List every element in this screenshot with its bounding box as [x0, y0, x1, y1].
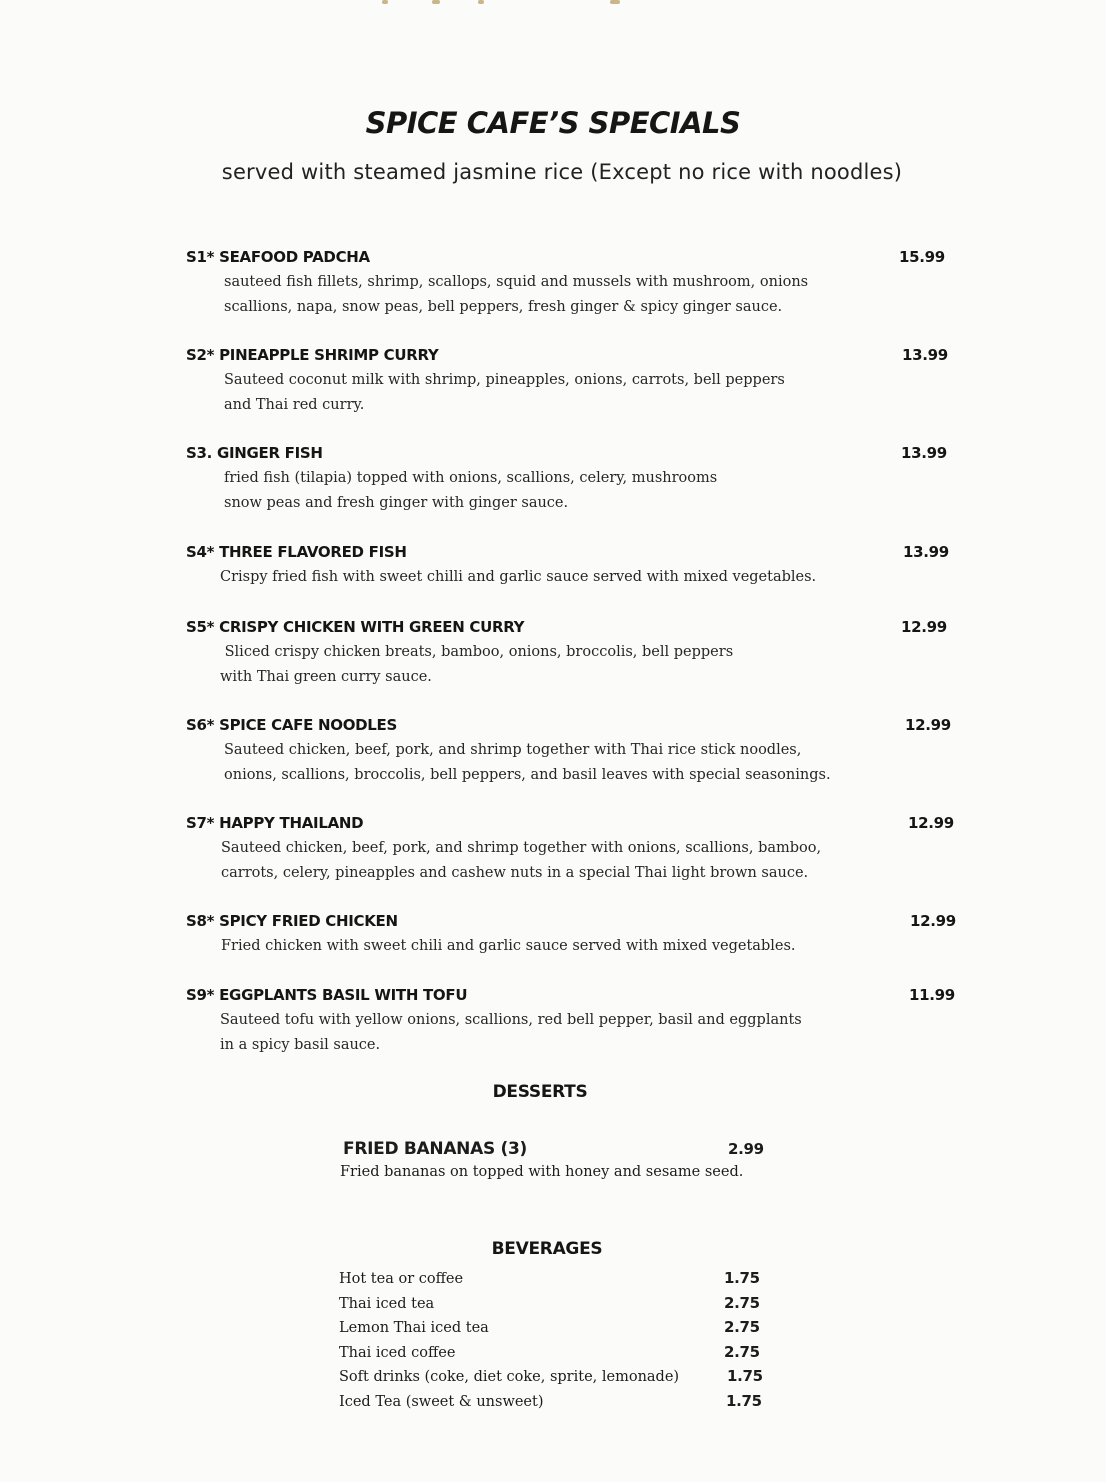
- description-line: onions, scallions, broccolis, bell peppers, and basil leaves with special seasonings.: [224, 767, 831, 783]
- beverage-row: [339, 1291, 779, 1316]
- page-subtitle: served with steamed jasmine rice (Except no rice with noodles): [221, 160, 903, 184]
- beverage-name: Thai iced coffee: [339, 1344, 456, 1361]
- description-line: and Thai red curry.: [224, 397, 365, 413]
- description-line: fried fish (tilapia) topped with onions, scallions, celery, mushrooms: [224, 470, 718, 486]
- item-price: 15.99: [899, 248, 945, 266]
- description-line: snow peas and fresh ginger with ginger sauce.: [224, 495, 569, 511]
- description-line: scallions, napa, snow peas, bell peppers, fresh ginger & spicy ginger sauce.: [224, 299, 783, 315]
- menu-item: [186, 714, 966, 788]
- item-description: [224, 466, 966, 516]
- dessert-price: 2.99: [728, 1140, 764, 1158]
- beverage-name: Iced Tea (sweet & unsweet): [339, 1393, 544, 1410]
- dessert-name: FRIED BANANAS (3): [343, 1139, 527, 1159]
- item-description: [224, 368, 966, 418]
- beverages-heading: BEVERAGES: [491, 1239, 603, 1259]
- beverage-row: [339, 1315, 779, 1340]
- beverage-price: 1.75: [726, 1391, 762, 1410]
- item-description: [220, 565, 966, 590]
- item-description: [220, 640, 966, 690]
- item-price: 12.99: [901, 618, 947, 636]
- description-line: Crispy fried fish with sweet chilli and garlic sauce served with mixed vegetables.: [220, 569, 817, 585]
- item-name: S7* HAPPY THAILAND: [186, 814, 364, 832]
- description-line: Sauteed coconut milk with shrimp, pineapples, onions, carrots, bell peppers: [224, 372, 785, 388]
- item-description: [221, 836, 966, 886]
- item-name: S4* THREE FLAVORED FISH: [186, 543, 407, 561]
- item-price: 11.99: [909, 986, 955, 1004]
- beverage-row: [339, 1364, 779, 1389]
- description-line: carrots, celery, pineapples and cashew nuts in a special Thai light brown sauce.: [221, 865, 809, 881]
- item-description: [220, 1008, 966, 1058]
- item-name: S2* PINEAPPLE SHRIMP CURRY: [186, 346, 439, 364]
- beverage-price: 2.75: [724, 1342, 760, 1361]
- description-line: Sauteed tofu with yellow onions, scallions, red bell pepper, basil and eggplants: [220, 1012, 802, 1028]
- item-price: 12.99: [908, 814, 954, 832]
- description-line: Fried chicken with sweet chili and garlic sauce served with mixed vegetables.: [221, 938, 796, 954]
- description-line: Sauteed chicken, beef, pork, and shrimp together with onions, scallions, bamboo,: [221, 840, 822, 856]
- beverage-price: 1.75: [724, 1269, 760, 1287]
- beverage-price: 1.75: [727, 1367, 763, 1386]
- menu-item: [186, 344, 966, 418]
- item-description: [221, 934, 966, 959]
- description-line: with Thai green curry sauce.: [220, 669, 432, 685]
- item-name: S1* SEAFOOD PADCHA: [186, 248, 370, 266]
- beverage-row: [339, 1389, 779, 1414]
- item-name: S9* EGGPLANTS BASIL WITH TOFU: [186, 986, 468, 1004]
- beverage-name: Soft drinks (coke, diet coke, sprite, lemonade): [339, 1369, 680, 1386]
- menu-item: [186, 442, 966, 516]
- menu-item: [186, 541, 966, 590]
- item-price: 13.99: [903, 543, 949, 561]
- desserts-heading: DESSERTS: [492, 1082, 588, 1102]
- page-title: SPICE CAFE’S SPECIALS: [365, 106, 741, 140]
- beverage-name: Lemon Thai iced tea: [339, 1320, 489, 1337]
- item-name: S8* SPICY FRIED CHICKEN: [186, 912, 398, 930]
- beverage-price: 2.75: [724, 1293, 760, 1312]
- description-line: Sauteed chicken, beef, pork, and shrimp together with Thai rice stick noodles,: [224, 742, 802, 758]
- menu-item: [186, 246, 966, 320]
- menu-item: [186, 984, 966, 1058]
- item-name: S5* CRISPY CHICKEN WITH GREEN CURRY: [186, 618, 525, 636]
- beverage-list: [339, 1266, 779, 1414]
- beverage-row: [339, 1266, 779, 1291]
- description-line: in a spicy basil sauce.: [220, 1037, 381, 1053]
- menu-item: [186, 910, 966, 959]
- item-name: S6* SPICE CAFE NOODLES: [186, 716, 398, 734]
- beverage-name: Thai iced tea: [339, 1295, 435, 1312]
- item-price: 13.99: [902, 346, 948, 364]
- menu-item: [186, 812, 966, 886]
- dessert-description: Fried bananas on topped with honey and sesame seed.: [340, 1164, 744, 1180]
- item-price: 13.99: [901, 444, 947, 462]
- item-name: S3. GINGER FISH: [186, 444, 323, 462]
- description-line: sauteed fish fillets, shrimp, scallops, squid and mussels with mushroom, onions: [224, 274, 809, 290]
- beverage-name: Hot tea or coffee: [339, 1271, 464, 1287]
- beverage-row: [339, 1340, 779, 1365]
- item-description: [224, 738, 966, 788]
- top-edge-marks: [380, 0, 640, 6]
- item-price: 12.99: [910, 912, 956, 930]
- dessert-item: [340, 1137, 780, 1180]
- beverage-price: 2.75: [724, 1318, 760, 1337]
- description-line: Sliced crispy chicken breats, bamboo, onions, broccolis, bell peppers: [220, 644, 734, 660]
- menu-item: [186, 616, 966, 690]
- item-description: [224, 270, 966, 320]
- item-price: 12.99: [905, 716, 951, 734]
